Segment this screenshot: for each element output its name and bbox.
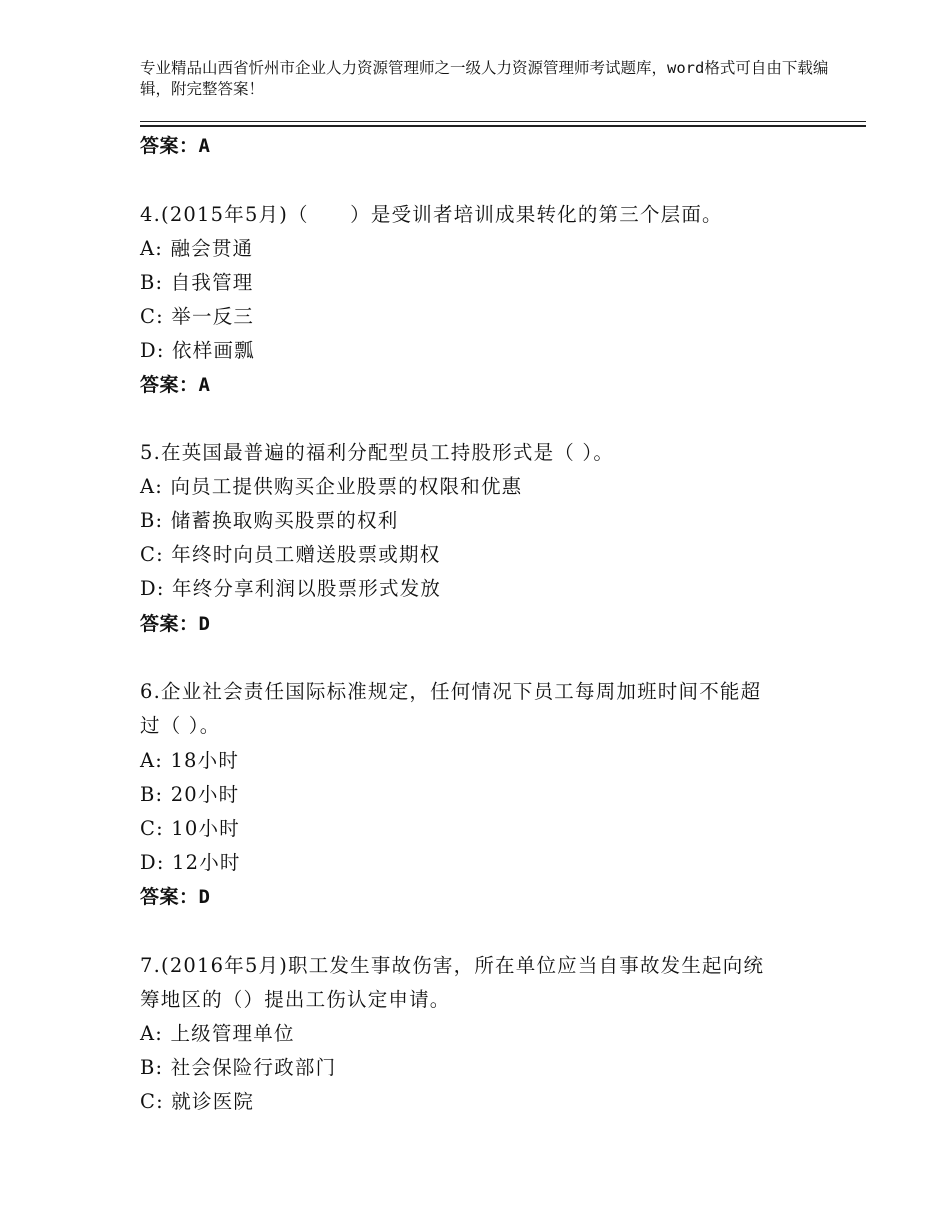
option-a: A: 向员工提供购买企业股票的权限和优惠 (140, 475, 523, 498)
option-b: B: 自我管理 (140, 271, 254, 294)
option-b: B: 储蓄换取购买股票的权利 (140, 509, 399, 532)
answer-line (140, 882, 210, 909)
option-a: A: 融会贯通 (140, 237, 254, 260)
answer-value: D (198, 613, 211, 635)
header-rule-thick (140, 125, 866, 127)
answer-line (140, 131, 210, 158)
option-d: D: 依样画瓢 (140, 339, 255, 362)
header-text: 专业精品山西省忻州市企业人力资源管理师之一级人力资源管理师考试题库，word格式可自由下载编辑，附完整答案！ (140, 59, 829, 98)
answer-line (140, 370, 210, 397)
option-a: A: 18小时 (140, 749, 240, 772)
document-header (140, 58, 830, 100)
answer-label: 答案： (140, 374, 199, 396)
option-d: D: 年终分享利润以股票形式发放 (140, 577, 442, 600)
header-rule-thin (140, 121, 866, 122)
question-stem-continued: 过（ ）。 (140, 714, 221, 737)
option-d: D: 12小时 (140, 851, 241, 874)
option-c: C: 举一反三 (140, 305, 255, 328)
question-stem: 7.(2016年5月)职工发生事故伤害，所在单位应当自事故发生起向统 (140, 954, 765, 977)
answer-label: 答案： (140, 613, 199, 635)
option-b: B: 20小时 (140, 783, 240, 806)
question-stem: 5.在英国最普遍的福利分配型员工持股形式是（ ）。 (140, 441, 615, 464)
option-c: C: 10小时 (140, 817, 240, 840)
option-b: B: 社会保险行政部门 (140, 1056, 337, 1079)
option-a: A: 上级管理单位 (140, 1022, 295, 1045)
answer-value: A (198, 135, 211, 157)
answer-value: A (198, 374, 211, 396)
answer-label: 答案： (140, 886, 199, 908)
option-c: C: 就诊医院 (140, 1090, 255, 1113)
question-stem-continued: 筹地区的（）提出工伤认定申请。 (140, 988, 451, 1011)
option-c: C: 年终时向员工赠送股票或期权 (140, 543, 441, 566)
answer-label: 答案： (140, 135, 199, 157)
answer-line (140, 609, 210, 636)
question-stem: 6.企业社会责任国际标准规定，任何情况下员工每周加班时间不能超 (140, 680, 762, 703)
question-stem: 4.(2015年5月)（ ）是受训者培训成果转化的第三个层面。 (140, 203, 723, 226)
answer-value: D (198, 886, 211, 908)
